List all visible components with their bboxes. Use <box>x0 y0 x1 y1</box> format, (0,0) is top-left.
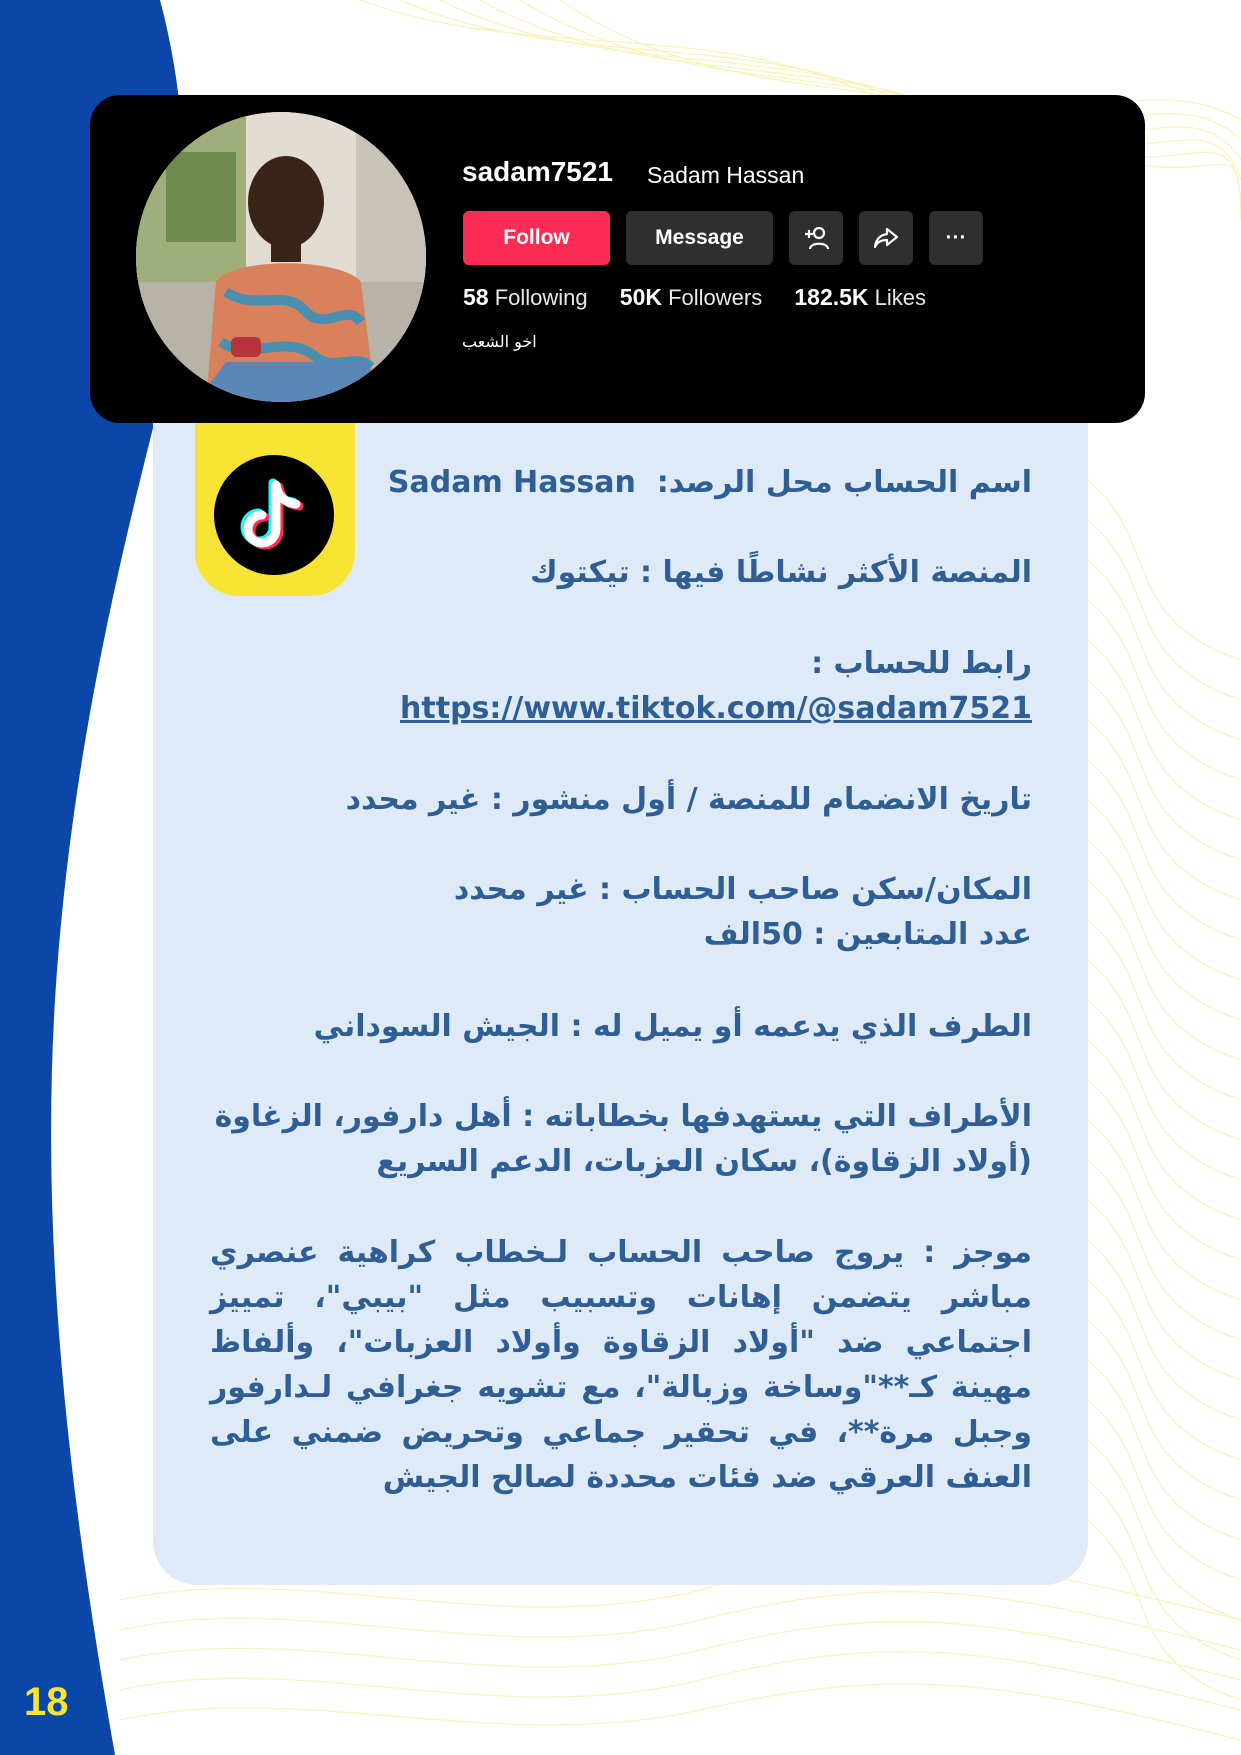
more-options-button[interactable]: ··· <box>929 211 983 265</box>
followers-count: 50K <box>619 284 662 310</box>
follow-button[interactable]: Follow <box>463 211 610 265</box>
account-name-value: Sadam Hassan <box>387 465 636 500</box>
account-name-label: اسم الحساب محل الرصد: <box>656 465 1032 500</box>
following-label[interactable]: Following <box>494 285 588 310</box>
profile-username: sadam7521 <box>462 156 614 187</box>
avatar[interactable] <box>136 112 426 402</box>
message-button[interactable]: Message <box>626 211 773 265</box>
profile-bio: اخو الشعب <box>462 332 537 351</box>
targets-block <box>210 1094 1032 1184</box>
add-friend-button[interactable] <box>789 211 843 265</box>
profile-display-name: Sadam Hassan <box>647 162 805 188</box>
share-button[interactable] <box>859 211 913 265</box>
platform-line <box>210 550 1032 595</box>
join-date-line <box>210 777 1032 822</box>
targets-text: الأطراف التي يستهدفها بخطاباته : أهل دارفور، الزغاوة (أولاد الزقاوة)، سكان العزبات، الدعم السريع <box>214 1099 1032 1179</box>
location-followers-block <box>210 867 1032 957</box>
platform-text: المنصة الأكثر نشاطًا فيها : تيكتوك <box>530 555 1032 590</box>
account-name-line <box>210 460 1032 505</box>
page-number: 18 <box>24 1680 69 1724</box>
summary-block <box>210 1230 1032 1500</box>
likes-label: Likes <box>874 285 927 310</box>
following-count: 58 <box>463 284 489 310</box>
supported-side-line <box>210 1004 1032 1049</box>
join-date-text: تاريخ الانضمام للمنصة / أول منشور : غير محدد <box>345 782 1032 817</box>
add-user-icon <box>802 224 830 252</box>
share-icon <box>872 224 900 252</box>
summary-text: موجز : يروج صاحب الحساب لـخطاب كراهية عنصري مباشر يتضمن إهانات وتسبيب مثل "بيبي"، تمييز اجتماعي ضد "أولاد الزقاوة وأولاد العزبات"، وألفاظ مهينة كـ**"وساخة وزبالة"، مع تشويه جغرافي لـدارفور وجبل مرة**، في تحقير جماعي وتحريض ضمني على العنف العرقي ضد فئات محددة لصالح الجيش <box>210 1235 1032 1495</box>
followers-text: عدد المتابعين : 50الف <box>703 917 1032 952</box>
account-link[interactable]: https://www.tiktok.com/@sadam7521 <box>400 691 1032 726</box>
account-link-block <box>210 641 1032 731</box>
location-text: المكان/سكن صاحب الحساب : غير محدد <box>453 872 1032 907</box>
supported-side-text: الطرف الذي يدعمه أو يميل له : الجيش السوداني <box>313 1009 1032 1044</box>
profile-stats <box>463 284 952 311</box>
avatar-photo <box>136 112 426 402</box>
account-link-label: رابط للحساب : <box>811 646 1032 681</box>
likes-count: 182.5K <box>794 284 869 310</box>
followers-label[interactable]: Followers <box>668 285 763 310</box>
